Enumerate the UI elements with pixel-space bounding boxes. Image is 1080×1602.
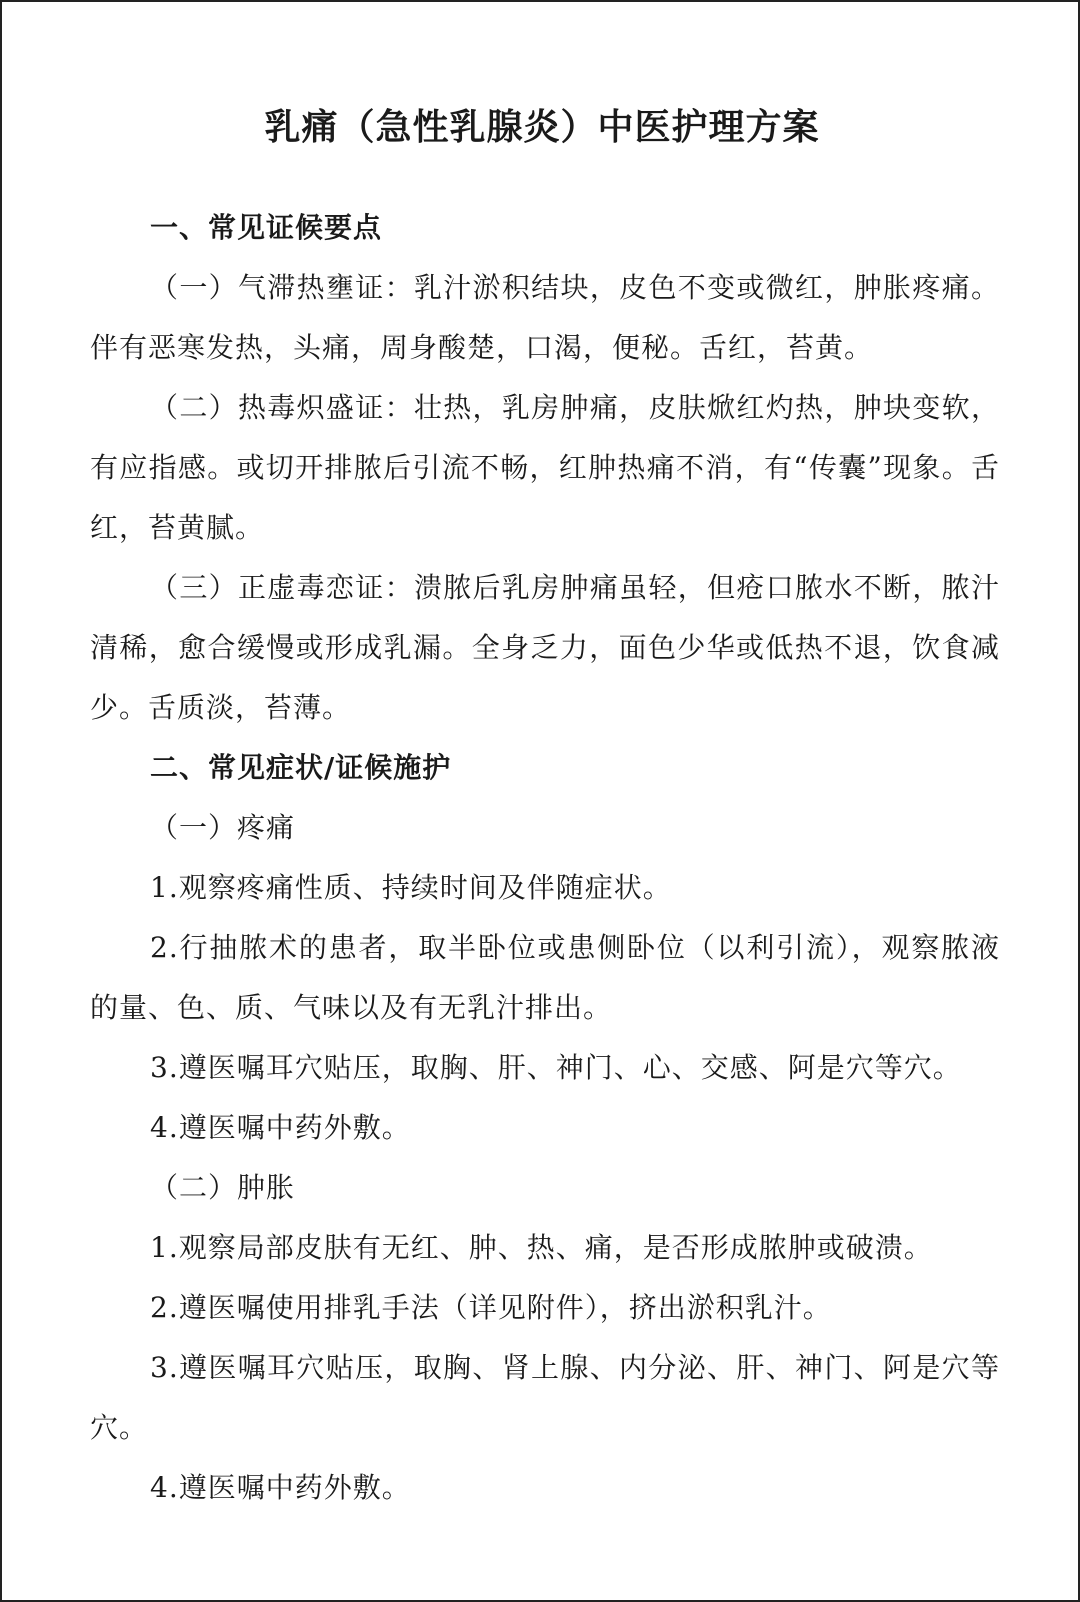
syndrome-2-paragraph: （二）热毒炽盛证：壮热，乳房肿痛，皮肤焮红灼热，肿块变软，有应指感。或切开排脓后引流不畅，红肿热痛不消，有“传囊”现象。舌红，苔黄腻。	[90, 391, 1000, 544]
pain-item-1: 1.观察疼痛性质、持续时间及伴随症状。	[150, 871, 672, 904]
document-body	[90, 198, 1000, 1518]
document-title: 乳痛（急性乳腺炎）中医护理方案	[264, 107, 820, 148]
swelling-item-2: 2.遵医嘱使用排乳手法（详见附件），挤出淤积乳汁。	[150, 1291, 832, 1324]
subsection-pain-label: （一）疼痛	[150, 811, 296, 844]
pain-item-4: 4.遵医嘱中药外敷。	[150, 1111, 411, 1144]
swelling-item-3: 3.遵医嘱耳穴贴压，取胸、肾上腺、内分泌、肝、神门、阿是穴等穴。	[90, 1351, 1000, 1444]
section-2-heading: 二、常见症状/证候施护	[150, 751, 452, 784]
pain-item-3: 3.遵医嘱耳穴贴压，取胸、肝、神门、心、交感、阿是穴等穴。	[150, 1051, 962, 1084]
syndrome-1-paragraph: （一）气滞热壅证：乳汁淤积结块，皮色不变或微红，肿胀疼痛。伴有恶寒发热，头痛，周身酸楚，口渴，便秘。舌红，苔黄。	[90, 271, 1000, 364]
syndrome-3-paragraph: （三）正虚毒恋证：溃脓后乳房肿痛虽轻，但疮口脓水不断，脓汁清稀，愈合缓慢或形成乳漏。全身乏力，面色少华或低热不退，饮食减少。舌质淡，苔薄。	[90, 571, 1000, 724]
subsection-swelling-label: （二）肿胀	[150, 1171, 296, 1204]
section-1-heading: 一、常见证候要点	[150, 211, 383, 244]
swelling-item-4: 4.遵医嘱中药外敷。	[150, 1471, 411, 1504]
swelling-item-1: 1.观察局部皮肤有无红、肿、热、痛，是否形成脓肿或破溃。	[150, 1231, 933, 1264]
pain-item-2: 2.行抽脓术的患者，取半卧位或患侧卧位（以利引流），观察脓液的量、色、质、气味以及有无乳汁排出。	[90, 931, 1000, 1024]
